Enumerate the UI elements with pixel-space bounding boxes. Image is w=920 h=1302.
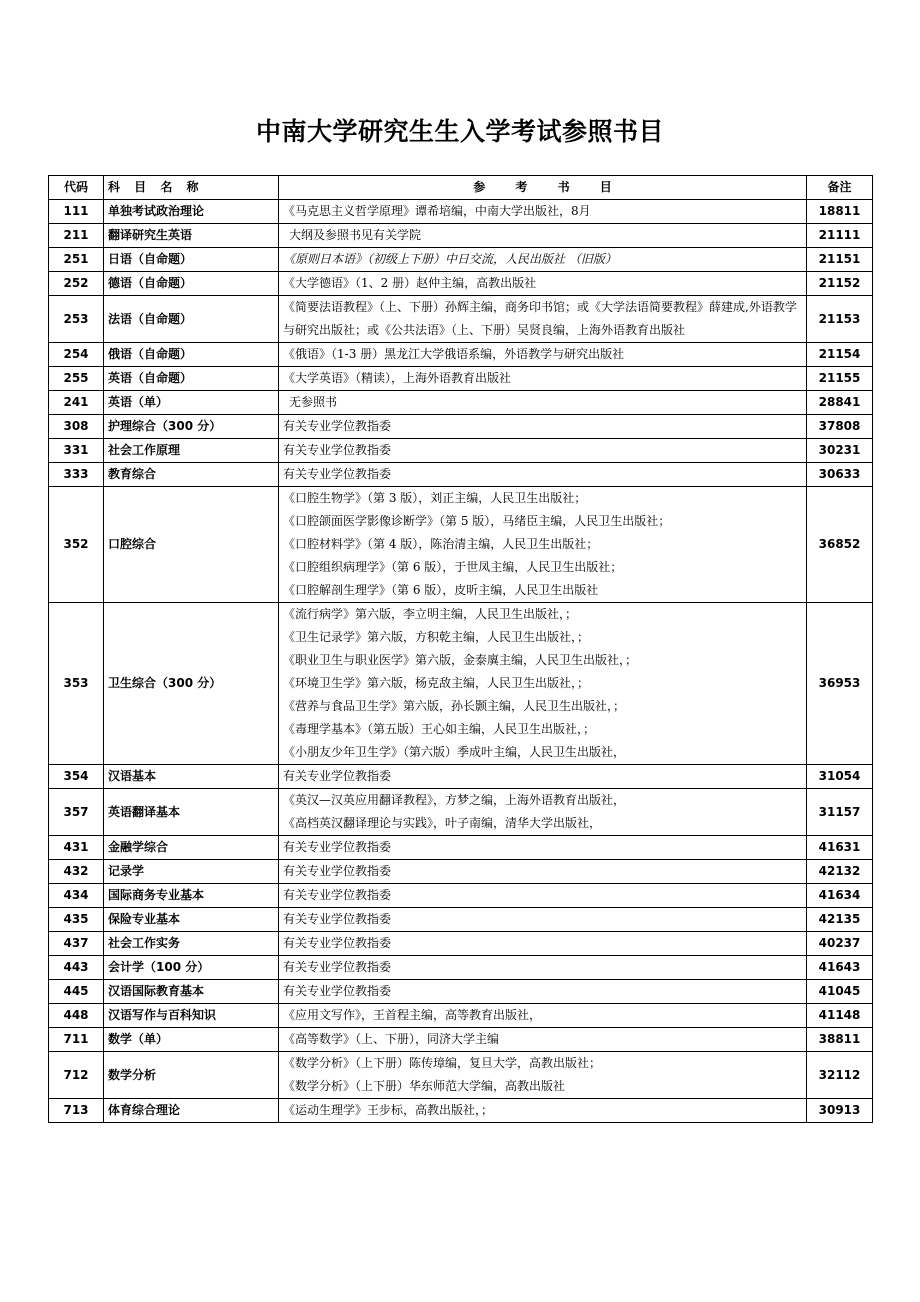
subject-code: 435 bbox=[49, 908, 104, 932]
reference-books bbox=[279, 1004, 807, 1028]
subject-name: 英语（单） bbox=[104, 391, 279, 415]
reference-books bbox=[279, 415, 807, 439]
subject-code: 211 bbox=[49, 224, 104, 248]
subject-code: 331 bbox=[49, 439, 104, 463]
subject-name: 汉语写作与百科知识 bbox=[104, 1004, 279, 1028]
reference-book-line: 《大学德语》（1、2 册）赵仲主编，高教出版社 bbox=[283, 276, 537, 290]
reference-book-line: 《口腔材料学》（第 4 版），陈治清主编，人民卫生出版社； bbox=[283, 537, 599, 551]
reference-books bbox=[279, 765, 807, 789]
table-row bbox=[49, 1004, 873, 1028]
subject-code: 253 bbox=[49, 296, 104, 343]
subject-name: 日语（自命题） bbox=[104, 248, 279, 272]
header-subject-name: 科 目 名 称 bbox=[104, 176, 279, 200]
reference-books bbox=[279, 391, 807, 415]
reference-books bbox=[279, 789, 807, 836]
reference-book-line: 《卫生记录学》第六版，方积乾主编，人民卫生出版社，； bbox=[283, 630, 590, 644]
reference-book-line: 有关专业学位教指委 bbox=[283, 864, 392, 878]
subject-name: 体育综合理论 bbox=[104, 1099, 279, 1123]
note-code: 21152 bbox=[807, 272, 873, 296]
reference-book-line: 《小朋友少年卫生学》（第六版）季成叶主编，人民卫生出版社， bbox=[283, 745, 626, 759]
subject-name: 社会工作原理 bbox=[104, 439, 279, 463]
note-code: 21151 bbox=[807, 248, 873, 272]
table-row bbox=[49, 439, 873, 463]
reference-book-line: 《数学分析》（上下册）华东师范大学编，高教出版社 bbox=[283, 1079, 566, 1093]
note-code: 41634 bbox=[807, 884, 873, 908]
subject-code: 353 bbox=[49, 603, 104, 765]
note-code: 38811 bbox=[807, 1028, 873, 1052]
reference-book-line: 《英汉—汉英应用翻译教程》，方梦之编，上海外语教育出版社， bbox=[283, 793, 626, 807]
reference-book-line: 有关专业学位教指委 bbox=[283, 888, 392, 902]
table-row bbox=[49, 932, 873, 956]
subject-code: 432 bbox=[49, 860, 104, 884]
subject-code: 254 bbox=[49, 343, 104, 367]
reference-books bbox=[279, 932, 807, 956]
note-code: 21111 bbox=[807, 224, 873, 248]
subject-code: 712 bbox=[49, 1052, 104, 1099]
table-row bbox=[49, 765, 873, 789]
subject-name: 记录学 bbox=[104, 860, 279, 884]
table-row bbox=[49, 272, 873, 296]
subject-code: 252 bbox=[49, 272, 104, 296]
subject-code: 431 bbox=[49, 836, 104, 860]
subject-name: 单独考试政治理论 bbox=[104, 200, 279, 224]
reference-book-line: 有关专业学位教指委 bbox=[283, 467, 392, 481]
reference-book-line: 有关专业学位教指委 bbox=[283, 960, 392, 974]
note-code: 41148 bbox=[807, 1004, 873, 1028]
reference-book-line: 《营养与食品卫生学》第六版，孙长颢主编，人民卫生出版社，； bbox=[283, 699, 626, 713]
subject-code: 255 bbox=[49, 367, 104, 391]
subject-name: 数学（单） bbox=[104, 1028, 279, 1052]
reference-book-line: 有关专业学位教指委 bbox=[283, 769, 392, 783]
header-code: 代码 bbox=[49, 176, 104, 200]
note-code: 36953 bbox=[807, 603, 873, 765]
reference-books bbox=[279, 272, 807, 296]
reference-book-line: 《流行病学》第六版，李立明主编，人民卫生出版社，； bbox=[283, 607, 578, 621]
note-code: 42132 bbox=[807, 860, 873, 884]
header-reference-books: 参 考 书 目 bbox=[279, 176, 807, 200]
table-row bbox=[49, 391, 873, 415]
table-row bbox=[49, 1099, 873, 1123]
subject-name: 教育综合 bbox=[104, 463, 279, 487]
reference-book-line: 《原则日本语》（初级上下册）中日交流，人民出版社 （旧版） bbox=[283, 252, 617, 266]
table-row bbox=[49, 343, 873, 367]
subject-name: 会计学（100 分） bbox=[104, 956, 279, 980]
reference-book-line: 《职业卫生与职业医学》第六版，金泰廙主编，人民卫生出版社，； bbox=[283, 653, 638, 667]
note-code: 30913 bbox=[807, 1099, 873, 1123]
reference-books bbox=[279, 603, 807, 765]
reference-books bbox=[279, 1052, 807, 1099]
reference-books bbox=[279, 463, 807, 487]
reference-book-line: 《口腔组织病理学》（第 6 版），于世凤主编，人民卫生出版社； bbox=[283, 560, 623, 574]
reference-book-line: 《大学英语》（精读），上海外语教育出版社 bbox=[283, 371, 512, 385]
table-row bbox=[49, 908, 873, 932]
table-row bbox=[49, 836, 873, 860]
subject-code: 354 bbox=[49, 765, 104, 789]
subject-name: 汉语基本 bbox=[104, 765, 279, 789]
note-code: 41045 bbox=[807, 980, 873, 1004]
table-row bbox=[49, 200, 873, 224]
note-code: 30231 bbox=[807, 439, 873, 463]
reference-book-line: 《口腔解剖生理学》（第 6 版），皮昕主编，人民卫生出版社 bbox=[283, 583, 599, 597]
reference-book-line: 有关专业学位教指委 bbox=[283, 936, 392, 950]
reference-book-line: 《环境卫生学》第六版，杨克敌主编，人民卫生出版社，； bbox=[283, 676, 590, 690]
subject-name: 社会工作实务 bbox=[104, 932, 279, 956]
reference-books bbox=[279, 1099, 807, 1123]
reference-book-line: 有关专业学位教指委 bbox=[283, 912, 392, 926]
reference-book-line: 《运动生理学》王步标，高教出版社，； bbox=[283, 1103, 494, 1117]
page-title: 中南大学研究生生入学考试参照书目 bbox=[255, 117, 664, 146]
table-header-row bbox=[49, 176, 873, 200]
subject-code: 352 bbox=[49, 487, 104, 603]
reference-book-table bbox=[48, 175, 873, 1123]
note-code: 41631 bbox=[807, 836, 873, 860]
reference-book-line: 有关专业学位教指委 bbox=[283, 840, 392, 854]
subject-name: 护理综合（300 分） bbox=[104, 415, 279, 439]
table-row bbox=[49, 1052, 873, 1099]
note-code: 18811 bbox=[807, 200, 873, 224]
subject-name: 口腔综合 bbox=[104, 487, 279, 603]
table-row bbox=[49, 487, 873, 603]
table-row bbox=[49, 224, 873, 248]
note-code: 42135 bbox=[807, 908, 873, 932]
note-code: 36852 bbox=[807, 487, 873, 603]
reference-books bbox=[279, 200, 807, 224]
reference-books bbox=[279, 860, 807, 884]
subject-name: 卫生综合（300 分） bbox=[104, 603, 279, 765]
reference-book-line: 《马克思主义哲学原理》谭希培编，中南大学出版社，8月 bbox=[283, 204, 591, 218]
subject-name: 汉语国际教育基本 bbox=[104, 980, 279, 1004]
table-row bbox=[49, 884, 873, 908]
subject-code: 443 bbox=[49, 956, 104, 980]
note-code: 41643 bbox=[807, 956, 873, 980]
reference-books bbox=[279, 1028, 807, 1052]
note-code: 30633 bbox=[807, 463, 873, 487]
subject-code: 437 bbox=[49, 932, 104, 956]
note-code: 40237 bbox=[807, 932, 873, 956]
table-row bbox=[49, 1028, 873, 1052]
subject-code: 445 bbox=[49, 980, 104, 1004]
reference-books bbox=[279, 224, 807, 248]
subject-name: 法语（自命题） bbox=[104, 296, 279, 343]
subject-code: 357 bbox=[49, 789, 104, 836]
reference-book-line: 《俄语》（1-3 册）黑龙江大学俄语系编，外语教学与研究出版社 bbox=[283, 347, 625, 361]
table-row bbox=[49, 956, 873, 980]
subject-name: 英语翻译基本 bbox=[104, 789, 279, 836]
note-code: 32112 bbox=[807, 1052, 873, 1099]
subject-code: 711 bbox=[49, 1028, 104, 1052]
reference-book-line: 有关专业学位教指委 bbox=[283, 984, 392, 998]
table-row bbox=[49, 415, 873, 439]
reference-books bbox=[279, 836, 807, 860]
table-row bbox=[49, 367, 873, 391]
subject-name: 德语（自命题） bbox=[104, 272, 279, 296]
reference-books bbox=[279, 487, 807, 603]
table-row bbox=[49, 980, 873, 1004]
reference-book-line: 《应用文写作》，王首程主编，高等教育出版社， bbox=[283, 1008, 542, 1022]
subject-code: 251 bbox=[49, 248, 104, 272]
subject-name: 翻译研究生英语 bbox=[104, 224, 279, 248]
subject-name: 英语（自命题） bbox=[104, 367, 279, 391]
subject-name: 数学分析 bbox=[104, 1052, 279, 1099]
reference-books bbox=[279, 956, 807, 980]
table-row bbox=[49, 789, 873, 836]
header-note: 备注 bbox=[807, 176, 873, 200]
table-row bbox=[49, 248, 873, 272]
subject-name: 国际商务专业基本 bbox=[104, 884, 279, 908]
reference-book-line: 无参照书 bbox=[289, 395, 338, 409]
subject-code: 434 bbox=[49, 884, 104, 908]
subject-name: 俄语（自命题） bbox=[104, 343, 279, 367]
reference-book-line: 《口腔生物学》（第 3 版），刘正主编，人民卫生出版社； bbox=[283, 491, 587, 505]
subject-code: 448 bbox=[49, 1004, 104, 1028]
reference-book-line: 有关专业学位教指委 bbox=[283, 419, 392, 433]
table-row bbox=[49, 603, 873, 765]
table-row bbox=[49, 463, 873, 487]
subject-code: 333 bbox=[49, 463, 104, 487]
reference-book-line: 《高档英汉翻译理论与实践》，叶子南编，清华大学出版社， bbox=[283, 816, 602, 830]
reference-books bbox=[279, 296, 807, 343]
note-code: 31054 bbox=[807, 765, 873, 789]
reference-book-line: 《毒理学基本》（第五版）王心如主编，人民卫生出版社，； bbox=[283, 722, 596, 736]
reference-book-line: 《高等数学》（上、下册），同济大学主编 bbox=[283, 1032, 500, 1046]
reference-book-line: 《数学分析》（上下册）陈传璋编，复旦大学，高教出版社； bbox=[283, 1056, 602, 1070]
reference-book-line: 《口腔颌面医学影像诊断学》（第 5 版），马绪臣主编，人民卫生出版社； bbox=[283, 514, 671, 528]
note-code: 21153 bbox=[807, 296, 873, 343]
subject-code: 713 bbox=[49, 1099, 104, 1123]
subject-name: 金融学综合 bbox=[104, 836, 279, 860]
reference-books bbox=[279, 343, 807, 367]
subject-code: 111 bbox=[49, 200, 104, 224]
reference-books bbox=[279, 367, 807, 391]
note-code: 37808 bbox=[807, 415, 873, 439]
reference-books bbox=[279, 439, 807, 463]
note-code: 31157 bbox=[807, 789, 873, 836]
table-row bbox=[49, 296, 873, 343]
subject-code: 308 bbox=[49, 415, 104, 439]
subject-name: 保险专业基本 bbox=[104, 908, 279, 932]
table-row bbox=[49, 860, 873, 884]
reference-book-line: 有关专业学位教指委 bbox=[283, 443, 392, 457]
note-code: 21154 bbox=[807, 343, 873, 367]
reference-book-line: 大纲及参照书见有关学院 bbox=[289, 228, 422, 242]
note-code: 21155 bbox=[807, 367, 873, 391]
reference-books bbox=[279, 980, 807, 1004]
reference-books bbox=[279, 884, 807, 908]
reference-books bbox=[279, 908, 807, 932]
subject-code: 241 bbox=[49, 391, 104, 415]
reference-book-line: 《简要法语教程》（上、下册）孙辉主编，商务印书馆；或《大学法语简要教程》薛建成,外语教学与研究出版社；或《公共法语》（上、下册）吴贤良编，上海外语教育出版社 bbox=[283, 300, 797, 337]
reference-books bbox=[279, 248, 807, 272]
note-code: 28841 bbox=[807, 391, 873, 415]
